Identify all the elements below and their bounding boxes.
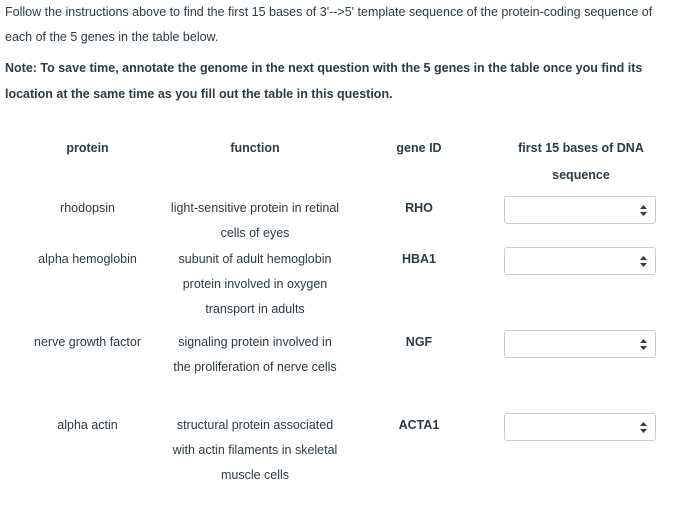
dna-sequence-select[interactable] xyxy=(504,196,656,224)
function-cell: light-sensitive protein in retinal cells of eyes xyxy=(170,201,340,240)
dna-sequence-select[interactable] xyxy=(504,330,656,358)
dna-sequence-select[interactable] xyxy=(504,247,656,275)
up-down-arrows-icon xyxy=(640,256,647,267)
note-text: Note: To save time, annotate the genome in the next question with the 5 genes in the table once you find its location at the same time as you fill out the table in this question. xyxy=(5,61,643,101)
header-function: function xyxy=(230,141,280,155)
up-down-arrows-icon xyxy=(640,339,647,350)
up-down-arrows-icon xyxy=(640,205,647,216)
header-gene-id: gene ID xyxy=(396,141,442,155)
gene-id-cell: NGF xyxy=(405,335,433,349)
protein-cell: alpha hemoglobin xyxy=(38,252,137,266)
gene-id-cell: RHO xyxy=(405,201,433,215)
function-cell: structural protein associated with actin filaments in skeletal muscle cells xyxy=(172,418,338,482)
protein-cell: rhodopsin xyxy=(60,201,115,215)
function-cell: signaling protein involved in the proliferation of nerve cells xyxy=(173,335,337,374)
gene-id-cell: HBA1 xyxy=(401,252,437,266)
protein-cell: alpha actin xyxy=(57,418,118,432)
function-cell: subunit of adult hemoglobin protein involved in oxygen transport in adults xyxy=(178,252,332,316)
gene-id-cell: ACTA1 xyxy=(398,418,440,432)
instructions-text: Follow the instructions above to find the first 15 bases of 3'-->5' template sequence of the protein-coding sequence of each of the 5 genes in the table below. xyxy=(5,5,653,44)
header-dna-sequence: first 15 bases of DNA sequence xyxy=(518,141,644,182)
header-protein: protein xyxy=(66,141,109,155)
dna-sequence-select[interactable] xyxy=(504,413,656,441)
up-down-arrows-icon xyxy=(640,422,647,433)
protein-cell: nerve growth factor xyxy=(34,335,141,349)
